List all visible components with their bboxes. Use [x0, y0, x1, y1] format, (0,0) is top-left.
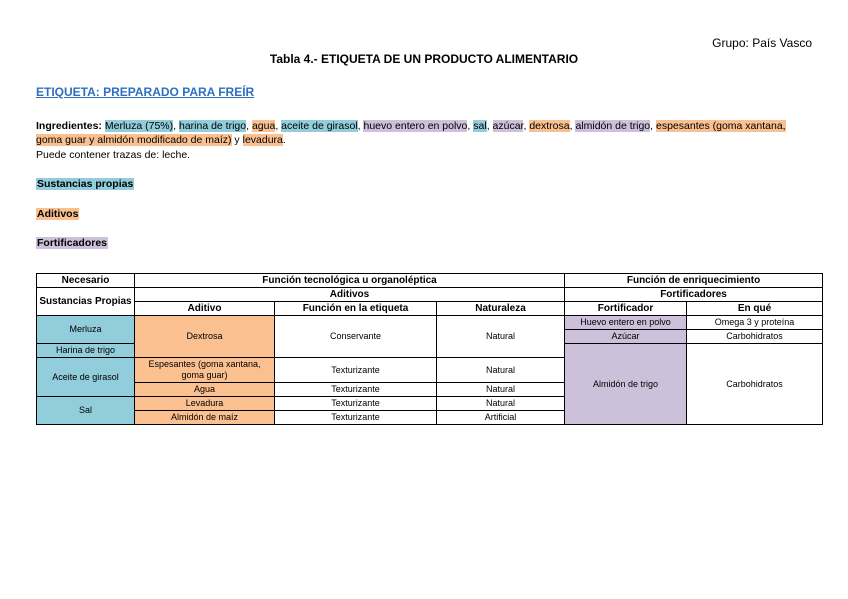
- additive-function-cell: Texturizante: [275, 383, 437, 397]
- additive-nature-cell: Natural: [437, 358, 565, 383]
- label-title: ETIQUETA: PREPARADO PARA FREÍR: [36, 85, 255, 99]
- legend-fortifiers: Fortificadores: [37, 237, 108, 249]
- additive-nature-cell: Artificial: [437, 411, 565, 425]
- header-funcion-tecnologica: Función tecnológica u organoléptica: [135, 274, 565, 288]
- ingredient-separator: ,: [569, 120, 576, 132]
- ingredient-item: aceite de girasol: [281, 120, 358, 132]
- ingredient-item: Merluza (75%): [104, 120, 174, 132]
- ingredients-prefix: Ingredientes:: [36, 120, 102, 132]
- header-sustancias-propias: Sustancias Propias: [37, 288, 135, 316]
- ingredient-item: dextrosa: [529, 120, 570, 132]
- ingredient-separator: ,: [173, 120, 179, 132]
- header-aditivo: Aditivo: [135, 302, 275, 316]
- own-substance-cell: Merluza: [37, 316, 135, 344]
- fortifier-name-cell: Azúcar: [565, 330, 687, 344]
- header-funcion-enriquecimiento: Función de enriquecimiento: [565, 274, 823, 288]
- ingredient-separator: ,: [650, 120, 656, 132]
- page-title: Tabla 4.- ETIQUETA DE UN PRODUCTO ALIMENTARIO: [269, 52, 579, 66]
- fortifier-what-cell: Carbohidratos: [687, 330, 823, 344]
- own-substance-cell: Harina de trigo: [37, 344, 135, 358]
- additive-function-cell: Texturizante: [275, 397, 437, 411]
- header-naturaleza: Naturaleza: [437, 302, 565, 316]
- group-label: Grupo: País Vasco: [712, 36, 812, 50]
- ingredient-separator: ,: [275, 120, 282, 132]
- ingredient-separator: .: [282, 134, 286, 146]
- ingredient-item: huevo entero en polvo: [363, 120, 468, 132]
- ingredient-item: espesantes (goma xantana, goma guar y almidón modificado de maíz): [36, 120, 786, 146]
- fortifier-what-cell: Carbohidratos: [687, 344, 823, 425]
- additive-nature-cell: Natural: [437, 383, 565, 397]
- additive-nature-cell: Natural: [437, 397, 565, 411]
- ingredients-paragraph: [36, 119, 796, 147]
- additive-name-cell: Espesantes (goma xantana, goma guar): [135, 358, 275, 383]
- ingredient-item: harina de trigo: [178, 120, 247, 132]
- additive-name-cell: Levadura: [135, 397, 275, 411]
- ingredient-separator: ,: [246, 120, 252, 132]
- additive-function-cell: Texturizante: [275, 358, 437, 383]
- additive-name-cell: Agua: [135, 383, 275, 397]
- header-aditivos: Aditivos: [135, 288, 565, 302]
- header-fortificador: Fortificador: [565, 302, 687, 316]
- fortifier-what-cell: Omega 3 y proteína: [687, 316, 823, 330]
- additive-nature-cell: Natural: [437, 316, 565, 358]
- additive-name-cell: Almidón de maíz: [135, 411, 275, 425]
- ingredient-item: azúcar: [492, 120, 524, 132]
- ingredient-item: levadura: [242, 134, 283, 146]
- header-en-que: En qué: [687, 302, 823, 316]
- own-substance-cell: Aceite de girasol: [37, 358, 135, 397]
- ingredient-separator: ,: [523, 120, 530, 132]
- legend-own-substances: Sustancias propias: [37, 178, 134, 190]
- fortifier-name-cell: Huevo entero en polvo: [565, 316, 687, 330]
- fortifier-name-cell: Almidón de trigo: [565, 344, 687, 425]
- header-funcion-etiqueta: Función en la etiqueta: [275, 302, 437, 316]
- trace-warning: Puede contener trazas de: leche.: [36, 149, 191, 161]
- legend-additives: Aditivos: [37, 208, 79, 220]
- additive-function-cell: Texturizante: [275, 411, 437, 425]
- ingredient-separator: ,: [467, 120, 474, 132]
- header-fortificadores: Fortificadores: [565, 288, 823, 302]
- ingredient-separator: y: [231, 134, 243, 146]
- ingredient-separator: ,: [357, 120, 364, 132]
- additive-name-cell: Dextrosa: [135, 316, 275, 358]
- ingredient-item: agua: [251, 120, 276, 132]
- header-necesario: Necesario: [37, 274, 135, 288]
- ingredient-item: sal: [473, 120, 487, 132]
- ingredient-item: almidón de trigo: [575, 120, 651, 132]
- ingredients-table: [36, 273, 823, 425]
- ingredient-separator: ,: [486, 120, 493, 132]
- own-substance-cell: Sal: [37, 397, 135, 425]
- additive-function-cell: Conservante: [275, 316, 437, 358]
